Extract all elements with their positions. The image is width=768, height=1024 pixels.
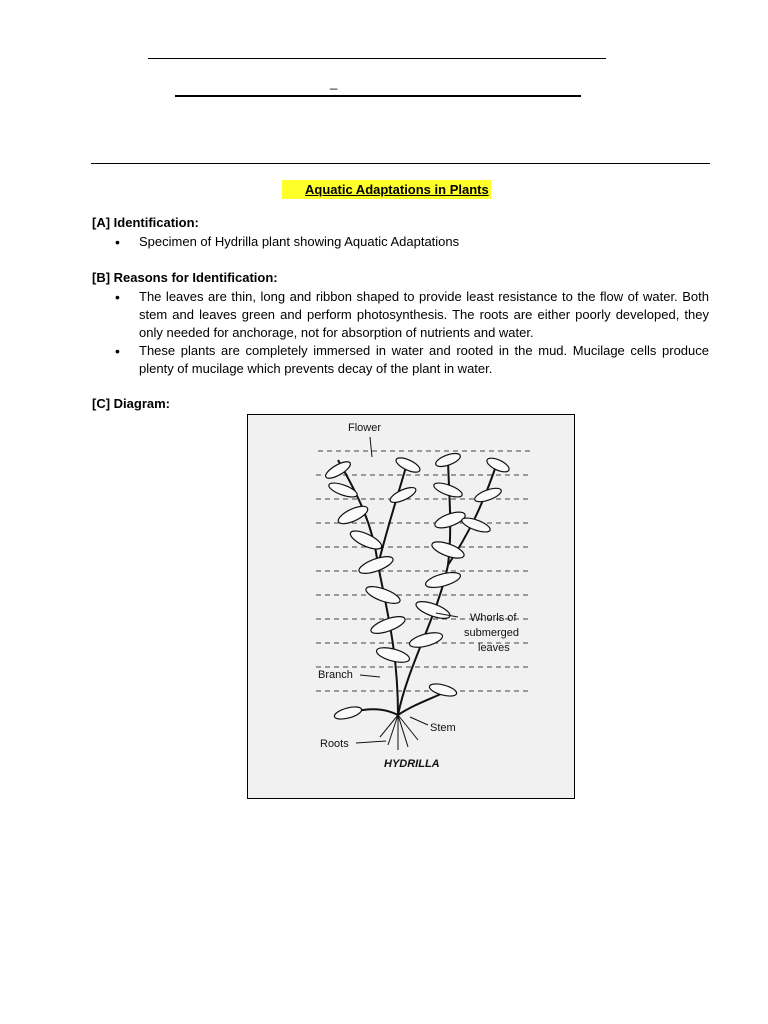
identification-list — [115, 233, 709, 251]
list-item: • Specimen of Hydrilla plant showing Aquatic Adaptations — [115, 233, 709, 251]
diagram-heading: [C] Diagram: — [92, 396, 171, 411]
label-branch: Branch — [318, 669, 353, 681]
label-stem: Stem — [430, 722, 456, 734]
header-rule-top — [148, 58, 606, 59]
document-title-text: Aquatic Adaptations in Plants — [282, 180, 491, 199]
plant-roots — [380, 715, 418, 750]
list-item: • These plants are completely immersed in water and rooted in the mud. Mucilage cells produce plenty of mucilage which prevents decay of the plant in water. — [115, 342, 709, 378]
hydrilla-diagram — [247, 414, 575, 799]
diagram-caption: HYDRILLA — [384, 758, 440, 770]
plant-stems — [338, 455, 498, 715]
header-rule-middle — [175, 95, 581, 97]
label-whorls-3: leaves — [478, 642, 510, 654]
label-flower: Flower — [348, 422, 382, 434]
document-title — [282, 180, 491, 200]
label-roots: Roots — [320, 738, 349, 750]
label-whorls-2: submerged — [464, 627, 520, 639]
reasons-list — [115, 288, 709, 378]
list-item: • The leaves are thin, long and ribbon shaped to provide least resistance to the flow of water. Both stem and leaves green and perform photosynthesis. The roots are either poorly developed, they only needed for anchorage, not for absorption of nutrients and water. — [115, 288, 709, 342]
header-dash: _ — [330, 75, 338, 90]
reasons-heading: [B] Reasons for Identification: — [92, 270, 278, 285]
hydrilla-illustration — [248, 415, 574, 798]
identification-heading: [A] Identification: — [92, 215, 199, 230]
header-rule-bottom — [91, 163, 710, 164]
label-whorls-1: Whorls of — [470, 612, 517, 624]
